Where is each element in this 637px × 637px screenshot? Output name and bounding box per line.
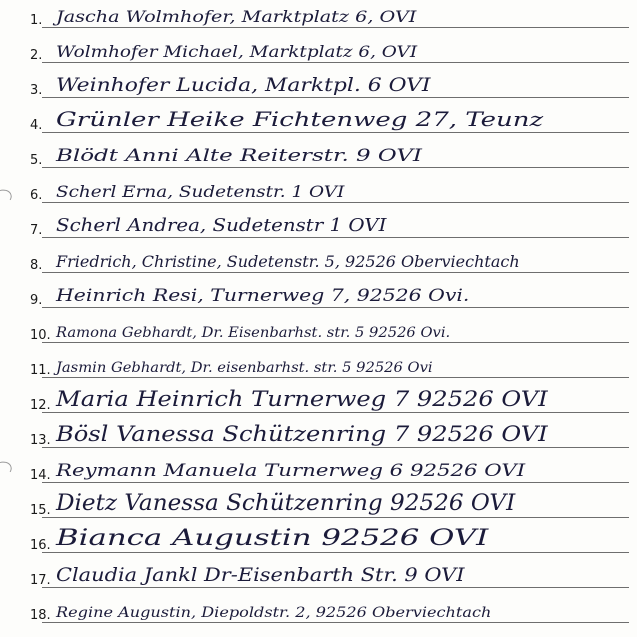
list-row	[0, 140, 637, 174]
handwritten-entry: Jascha Wolmhofer, Marktplatz 6, OVI	[56, 7, 417, 26]
row-number: 8.	[30, 258, 43, 273]
ruled-line	[42, 342, 629, 343]
row-number: 14.	[30, 468, 51, 483]
row-number: 2.	[30, 48, 43, 63]
ruled-line	[42, 62, 629, 63]
handwritten-entry: Claudia Jankl Dr-Eisenbarth Str. 9 OVI	[56, 564, 465, 586]
list-row	[0, 350, 637, 384]
ruled-line	[42, 27, 629, 28]
ruled-line	[42, 237, 629, 238]
list-row	[0, 490, 637, 524]
list-row	[0, 455, 637, 489]
handwritten-entry: Bösl Vanessa Schützenring 7 92526 OVI	[56, 422, 548, 446]
handwritten-entry: Jasmin Gebhardt, Dr. eisenbarhst. str. 5 92526 Ovi	[56, 360, 433, 376]
handwritten-entry: Friedrich, Christine, Sudetenstr. 5, 92526 Oberviechtach	[56, 252, 520, 271]
handwritten-entry: Grünler Heike Fichtenweg 27, Teunz	[56, 107, 544, 131]
row-number: 16.	[30, 538, 51, 553]
ruled-line	[42, 167, 629, 168]
row-number: 4.	[30, 118, 43, 133]
row-number: 18.	[30, 608, 51, 623]
row-number: 10.	[30, 328, 51, 343]
list-row	[0, 35, 637, 69]
handwritten-entry: Reymann Manuela Turnerweg 6 92526 OVI	[56, 461, 526, 481]
row-number: 7.	[30, 223, 43, 238]
ruled-line	[42, 132, 629, 133]
list-row	[0, 105, 637, 139]
ruled-line	[42, 552, 629, 553]
list-row	[0, 420, 637, 454]
list-row	[0, 245, 637, 279]
handwritten-entry: Wolmhofer Michael, Marktplatz 6, OVI	[56, 42, 418, 61]
list-row	[0, 280, 637, 314]
ruled-line	[42, 412, 629, 413]
ruled-line	[42, 447, 629, 448]
ruled-line	[42, 622, 629, 623]
list-row	[0, 595, 637, 629]
row-number: 5.	[30, 153, 43, 168]
handwritten-entry: Ramona Gebhardt, Dr. Eisenbarhst. str. 5 92526 Ovi.	[56, 325, 451, 341]
handwritten-entry: Weinhofer Lucida, Marktpl. 6 OVI	[56, 74, 431, 96]
list-row	[0, 315, 637, 349]
row-number: 6.	[30, 188, 43, 203]
list-row	[0, 175, 637, 209]
handwritten-entry: Scherl Andrea, Sudetenstr 1 OVI	[56, 215, 387, 236]
row-number: 15.	[30, 503, 51, 518]
handwritten-entry: Heinrich Resi, Turnerweg 7, 92526 Ovi.	[56, 286, 470, 306]
handwritten-entry: Blödt Anni Alte Reiterstr. 9 OVI	[56, 146, 422, 166]
ruled-line	[42, 307, 629, 308]
row-number: 11.	[30, 363, 51, 378]
list-row	[0, 385, 637, 419]
row-number: 13.	[30, 433, 51, 448]
row-number: 12.	[30, 398, 51, 413]
ruled-line	[42, 272, 629, 273]
handwritten-entry: Dietz Vanessa Schützenring 92526 OVI	[56, 491, 516, 516]
row-number: 17.	[30, 573, 51, 588]
handwritten-entry: Maria Heinrich Turnerweg 7 92526 OVI	[56, 387, 548, 411]
list-row	[0, 560, 637, 594]
list-row	[0, 0, 637, 34]
row-number: 3.	[30, 83, 43, 98]
handwritten-entry: Bianca Augustin 92526 OVI	[56, 526, 489, 551]
ruled-line	[42, 377, 629, 378]
ruled-line	[42, 587, 629, 588]
handwritten-entry: Scherl Erna, Sudetenstr. 1 OVI	[56, 182, 345, 201]
list-row	[0, 210, 637, 244]
list-row	[0, 525, 637, 559]
ruled-line	[42, 97, 629, 98]
ruled-line	[42, 517, 629, 518]
handwritten-entry: Regine Augustin, Diepoldstr. 2, 92526 Oberviechtach	[56, 605, 492, 621]
row-number: 1.	[30, 13, 43, 28]
ruled-line	[42, 482, 629, 483]
ruled-line	[42, 202, 629, 203]
row-number: 9.	[30, 293, 43, 308]
list-row	[0, 70, 637, 104]
